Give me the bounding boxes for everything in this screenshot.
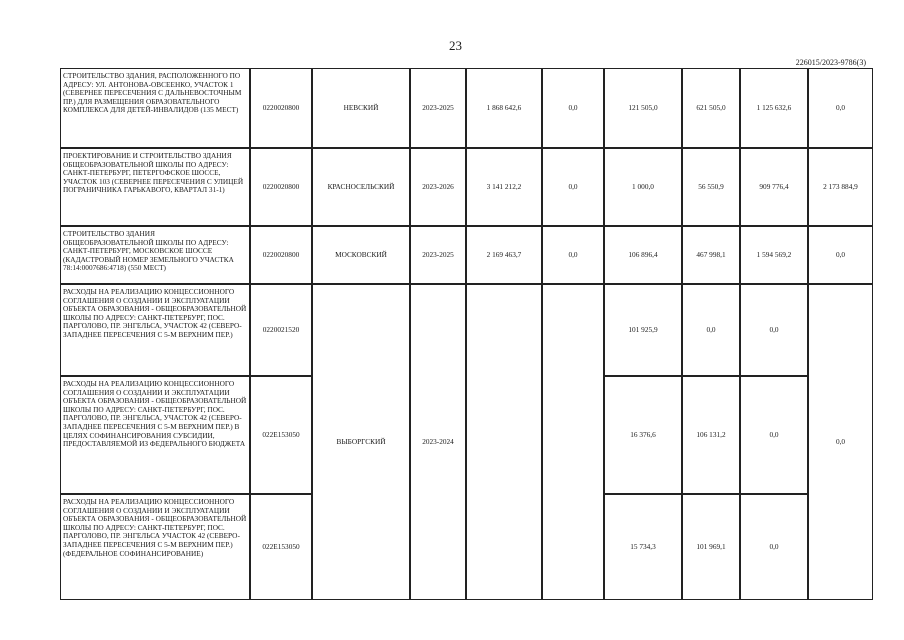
row-3-value-2: 106 896,4 bbox=[604, 226, 682, 284]
row-1-value-4: 1 125 632,6 bbox=[740, 68, 808, 148]
row-2-description: ПРОЕКТИРОВАНИЕ И СТРОИТЕЛЬСТВО ЗДАНИЯ ОБЩЕОБРАЗОВАТЕЛЬНОЙ ШКОЛЫ ПО АДРЕСУ: САНКТ-ПЕТЕРБУРГ, ПЕТЕРГОФСКОЕ ШОССЕ, УЧАСТОК 103 (СЕВЕРНЕЕ ПЕРЕСЕЧЕНИЯ С УЛИЦЕЙ ПОГРАНИЧНИКА ГАРЬКАВОГО, КВАРТАЛ 31-1) bbox=[60, 148, 250, 226]
row-3-total: 2 169 463,7 bbox=[466, 226, 542, 284]
group-row-2-value-4: 0,0 bbox=[740, 376, 808, 494]
row-2-district: КРАСНОСЕЛЬСКИЙ bbox=[312, 148, 410, 226]
row-2-code: 0220020800 bbox=[250, 148, 312, 226]
row-2-value-4: 909 776,4 bbox=[740, 148, 808, 226]
group-row-2-description: РАСХОДЫ НА РЕАЛИЗАЦИЮ КОНЦЕССИОННОГО СОГЛАШЕНИЯ О СОЗДАНИИ И ЭКСПЛУАТАЦИИ ОБЪЕКТА ОБРАЗОВАНИЯ - ОБЩЕОБРАЗОВАТЕЛЬНОЙ ШКОЛЫ ПО АДРЕСУ: САНКТ-ПЕТЕРБУРГ, ПОС. ПАРГОЛОВО, ПР. ЭНГЕЛЬСА, УЧАСТОК 42 (СЕВЕРО-ЗАПАДНЕЕ ПЕРЕСЕЧЕНИЯ С 5-М ВЕРХНИМ ПЕР.) В ЦЕЛЯХ СОФИНАНСИРОВАНИЯ СУБСИДИИ, ПРЕДОСТАВЛЯЕМОЙ ИЗ ФЕДЕРАЛЬНОГО БЮДЖЕТА bbox=[60, 376, 250, 494]
group-row-1-value-2: 101 925,9 bbox=[604, 284, 682, 376]
row-1-period: 2023-2025 bbox=[410, 68, 466, 148]
group-district: ВЫБОРГСКИЙ bbox=[312, 284, 410, 600]
row-1-district: НЕВСКИЙ bbox=[312, 68, 410, 148]
group-row-2-value-3: 106 131,2 bbox=[682, 376, 740, 494]
row-2-value-1: 0,0 bbox=[542, 148, 604, 226]
row-1-total: 1 868 642,6 bbox=[466, 68, 542, 148]
budget-table bbox=[60, 68, 873, 600]
row-2-value-2: 1 000,0 bbox=[604, 148, 682, 226]
group-row-3-value-3: 101 969,1 bbox=[682, 494, 740, 600]
page-number: 23 bbox=[449, 38, 462, 53]
group-row-2-value-2: 16 376,6 bbox=[604, 376, 682, 494]
row-3-description: СТРОИТЕЛЬСТВО ЗДАНИЯ ОБЩЕОБРАЗОВАТЕЛЬНОЙ ШКОЛЫ ПО АДРЕСУ: САНКТ-ПЕТЕРБУРГ, МОСКОВСКОЕ ШОССЕ (КАДАСТРОВЫЙ НОМЕР ЗЕМЕЛЬНОГО УЧАСТКА 78:14:0007686:4718) (550 МЕСТ) bbox=[60, 226, 250, 284]
row-2-total: 3 141 212,2 bbox=[466, 148, 542, 226]
group-total-empty bbox=[466, 284, 542, 600]
row-1-value-5: 0,0 bbox=[808, 68, 873, 148]
group-row-1-code: 0220021520 bbox=[250, 284, 312, 376]
row-2-value-5: 2 173 884,9 bbox=[808, 148, 873, 226]
row-3-code: 0220020800 bbox=[250, 226, 312, 284]
row-3-value-3: 467 998,1 bbox=[682, 226, 740, 284]
row-1-description: СТРОИТЕЛЬСТВО ЗДАНИЯ, РАСПОЛОЖЕННОГО ПО АДРЕСУ: УЛ. АНТОНОВА-ОВСЕЕНКО, УЧАСТОК 1 (СЕВЕРНЕЕ ПЕРЕСЕЧЕНИЯ С ДАЛЬНЕВОСТОЧНЫМ ПР.) ДЛЯ РАЗМЕЩЕНИЯ ОБРАЗОВАТЕЛЬНОГО КОМПЛЕКСА ДЛЯ ДЕТЕЙ-ИНВАЛИДОВ (135 МЕСТ) bbox=[60, 68, 250, 148]
row-3-district: МОСКОВСКИЙ bbox=[312, 226, 410, 284]
group-row-3-value-2: 15 734,3 bbox=[604, 494, 682, 600]
group-row-3-description: РАСХОДЫ НА РЕАЛИЗАЦИЮ КОНЦЕССИОННОГО СОГЛАШЕНИЯ О СОЗДАНИИ И ЭКСПЛУАТАЦИИ ОБЪЕКТА ОБРАЗОВАНИЯ - ОБЩЕОБРАЗОВАТЕЛЬНОЙ ШКОЛЫ ПО АДРЕСУ: САНКТ-ПЕТЕРБУРГ, ПОС. ПАРГОЛОВО, ПР. ЭНГЕЛЬСА УЧАСТОК 42 (СЕВЕРО-ЗАПАДНЕЕ ПЕРЕСЕЧЕНИЯ С 5-М ВЕРХНИМ ПЕР.) (ФЕДЕРАЛЬНОЕ СОФИНАНСИРОВАНИЕ) bbox=[60, 494, 250, 600]
row-2-value-3: 56 550,9 bbox=[682, 148, 740, 226]
row-3-value-5: 0,0 bbox=[808, 226, 873, 284]
row-3-value-4: 1 594 569,2 bbox=[740, 226, 808, 284]
group-row-1-value-3: 0,0 bbox=[682, 284, 740, 376]
row-1-value-1: 0,0 bbox=[542, 68, 604, 148]
group-row-2-code: 022E153050 bbox=[250, 376, 312, 494]
row-2-period: 2023-2026 bbox=[410, 148, 466, 226]
group-row-3-value-4: 0,0 bbox=[740, 494, 808, 600]
row-3-value-1: 0,0 bbox=[542, 226, 604, 284]
row-1-value-2: 121 505,0 bbox=[604, 68, 682, 148]
row-1-value-3: 621 505,0 bbox=[682, 68, 740, 148]
group-row-1-description: РАСХОДЫ НА РЕАЛИЗАЦИЮ КОНЦЕССИОННОГО СОГЛАШЕНИЯ О СОЗДАНИИ И ЭКСПЛУАТАЦИИ ОБЪЕКТА ОБРАЗОВАНИЯ - ОБЩЕОБРАЗОВАТЕЛЬНОЙ ШКОЛЫ ПО АДРЕСУ: САНКТ-ПЕТЕРБУРГ, ПОС. ПАРГОЛОВО, ПР. ЭНГЕЛЬСА, УЧАСТОК 42 (СЕВЕРО-ЗАПАДНЕЕ ПЕРЕСЕЧЕНИЯ С 5-М ВЕРХНИМ ПЕР.) bbox=[60, 284, 250, 376]
document-reference: 226015/2023-9786(3) bbox=[795, 58, 866, 67]
group-value-5: 0,0 bbox=[808, 284, 873, 600]
group-period: 2023-2024 bbox=[410, 284, 466, 600]
group-row-1-value-4: 0,0 bbox=[740, 284, 808, 376]
group-row-3-code: 022E153050 bbox=[250, 494, 312, 600]
row-3-period: 2023-2025 bbox=[410, 226, 466, 284]
row-1-code: 0220020800 bbox=[250, 68, 312, 148]
group-value-1-empty bbox=[542, 284, 604, 600]
